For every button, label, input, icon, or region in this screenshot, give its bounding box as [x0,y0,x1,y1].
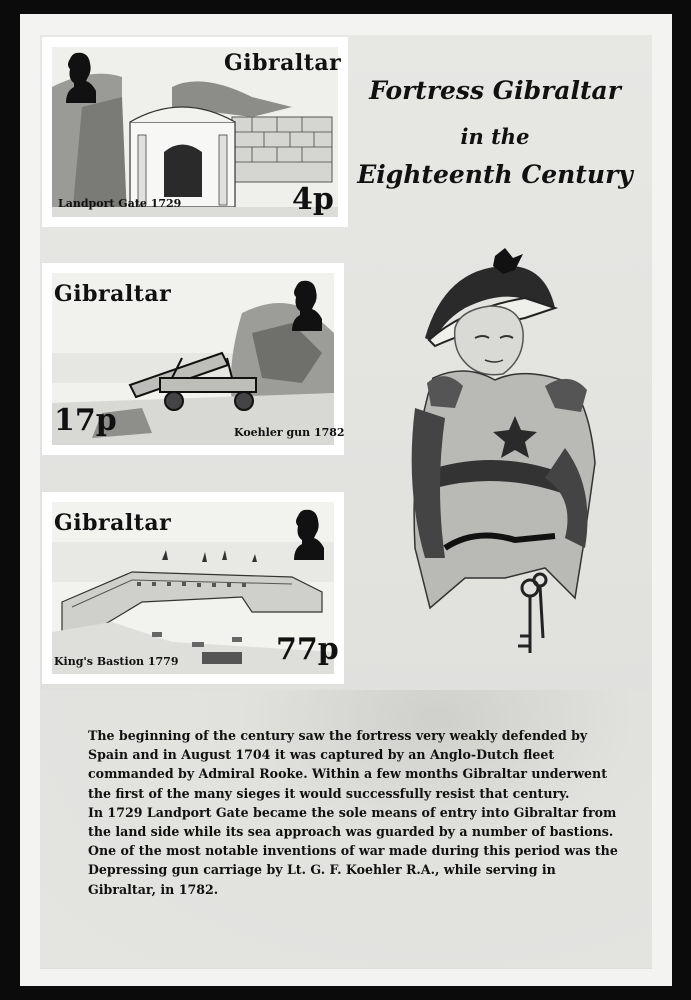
officer-portrait-illustration [405,248,605,668]
title-line-3: Eighteenth Century [357,160,633,189]
stamp-kings-bastion [42,492,344,684]
stamp-landport-gate [42,37,348,227]
queen-silhouette-icon [290,508,326,560]
stamp-caption: Koehler gun 1782 [234,426,345,439]
body-paragraph-1: The beginning of the century saw the fortress very weakly defended by Spain and in August 1704 it was captured by an Anglo-Dutch fleet commanded by Admiral Rooke. Within a few months Gibraltar underwent the first of the many sieges it would successfully resist that century. [88,728,608,801]
queen-silhouette-icon [62,51,98,103]
body-paragraph-2: In 1729 Landport Gate became the sole means of entry into Gibraltar from the land side while its sea approach was guarded by a number of bastions. One of the most notable inventions of war made during this period was the Depressing gun carriage by Lt. G. F. Koehler R.A., while serving in Gibraltar, in 1782. [88,804,618,897]
stamp-caption: King's Bastion 1779 [54,655,179,668]
stamp-value: 17p [54,403,117,438]
stamp-country-label: Gibraltar [224,50,342,76]
stamp-caption: Landport Gate 1729 [58,197,182,210]
queen-silhouette-icon [288,279,324,331]
stamp-value: 4p [292,182,334,217]
stamp-country-label: Gibraltar [54,510,172,536]
stamp-value: 77p [276,632,339,667]
stamp-country-label: Gibraltar [54,281,172,307]
title-line-1: Fortress Gibraltar [369,76,621,105]
title-line-2: in the [460,124,530,149]
stamp-koehler-gun [42,263,344,455]
body-text [88,726,618,899]
